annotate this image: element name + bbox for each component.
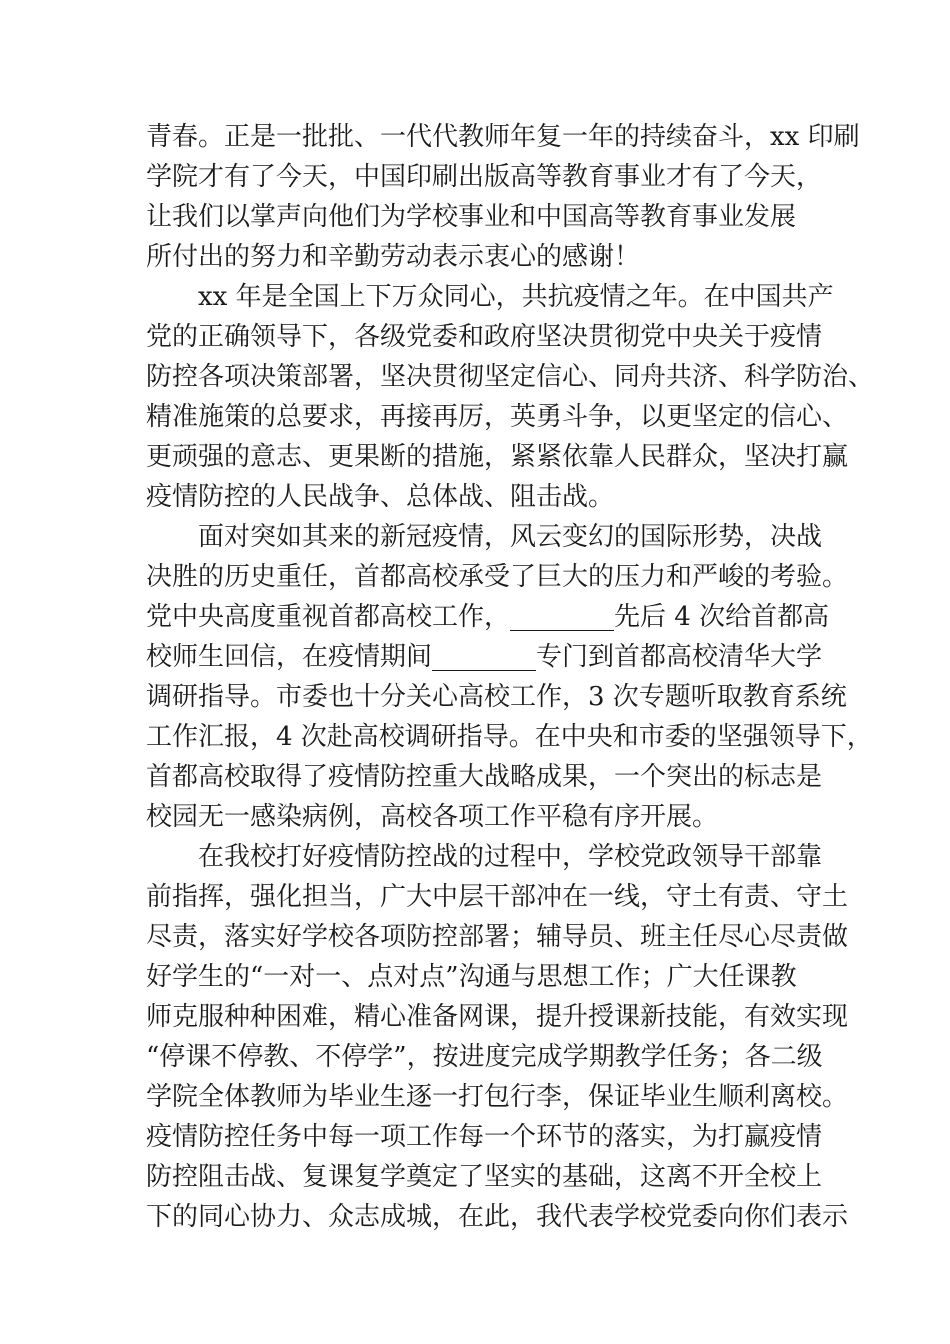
- text-line: 好学生的“一对一、点对点”沟通与思想工作；广大任课教: [146, 962, 797, 992]
- text-line: 下的同心协力、众志成城，在此，我代表学校党委向你们表示: [146, 1202, 849, 1232]
- text-line: 校园无一感染病例，高校各项工作平稳有序开展。: [146, 802, 719, 832]
- text-line: 学院才有了今天，中国印刷出版高等教育事业才有了今天，: [146, 162, 823, 192]
- text-line: 党的正确领导下，各级党委和政府坚决贯彻党中央关于疫情: [146, 322, 823, 352]
- text-line: 党中央高度重视首都高校工作，________先后 4 次给首都高: [146, 602, 830, 632]
- text-line: 前指挥，强化担当，广大中层干部冲在一线，守土有责、守土: [146, 882, 849, 912]
- paragraph-first-line: 在我校打好疫情防控战的过程中，学校党政领导干部靠: [198, 842, 823, 872]
- text-line: 学院全体教师为毕业生逐一打包行李，保证毕业生顺利离校。: [146, 1082, 849, 1112]
- text-line: 校师生回信，在疫情期间________专门到首都高校清华大学: [146, 642, 823, 672]
- text-line: 让我们以掌声向他们为学校事业和中国高等教育事业发展: [146, 202, 797, 232]
- paragraph-first-line: 面对突如其来的新冠疫情，风云变幻的国际形势，决战: [198, 522, 823, 552]
- text-line: 更顽强的意志、更果断的措施，紧紧依靠人民群众，坚决打赢: [146, 442, 849, 472]
- text-line: 工作汇报，4 次赴高校调研指导。在中央和市委的坚强领导下，: [146, 722, 873, 752]
- text-line: 疫情防控的人民战争、总体战、阻击战。: [146, 482, 615, 512]
- paragraph-first-line: xx 年是全国上下万众同心，共抗疫情之年。在中国共产: [198, 282, 834, 312]
- text-line: 精准施策的总要求，再接再厉，英勇斗争，以更坚定的信心、: [146, 402, 849, 432]
- text-line: 尽责，落实好学校各项防控部署；辅导员、班主任尽心尽责做: [146, 922, 849, 952]
- text-line: 师克服种种困难，精心准备网课，提升授课新技能，有效实现: [146, 1002, 849, 1032]
- text-line: 青春。正是一批批、一代代教师年复一年的持续奋斗，xx 印刷: [146, 122, 860, 152]
- text-line: 疫情防控任务中每一项工作每一个环节的落实，为打赢疫情: [146, 1122, 823, 1152]
- text-line: 防控各项决策部署，坚决贯彻坚定信心、同舟共济、科学防治、: [146, 362, 875, 392]
- text-line: 首都高校取得了疫情防控重大战略成果，一个突出的标志是: [146, 762, 823, 792]
- text-line: 防控阻击战、复课复学奠定了坚实的基础，这离不开全校上: [146, 1162, 823, 1192]
- text-line: 调研指导。市委也十分关心高校工作，3 次专题听取教育系统: [146, 682, 847, 712]
- text-line: “停课不停教、不停学”，按进度完成学期教学任务；各二级: [146, 1042, 823, 1072]
- text-line: 决胜的历史重任，首都高校承受了巨大的压力和严峻的考验。: [146, 562, 849, 592]
- text-line: 所付出的努力和辛勤劳动表示衷心的感谢！: [146, 242, 641, 272]
